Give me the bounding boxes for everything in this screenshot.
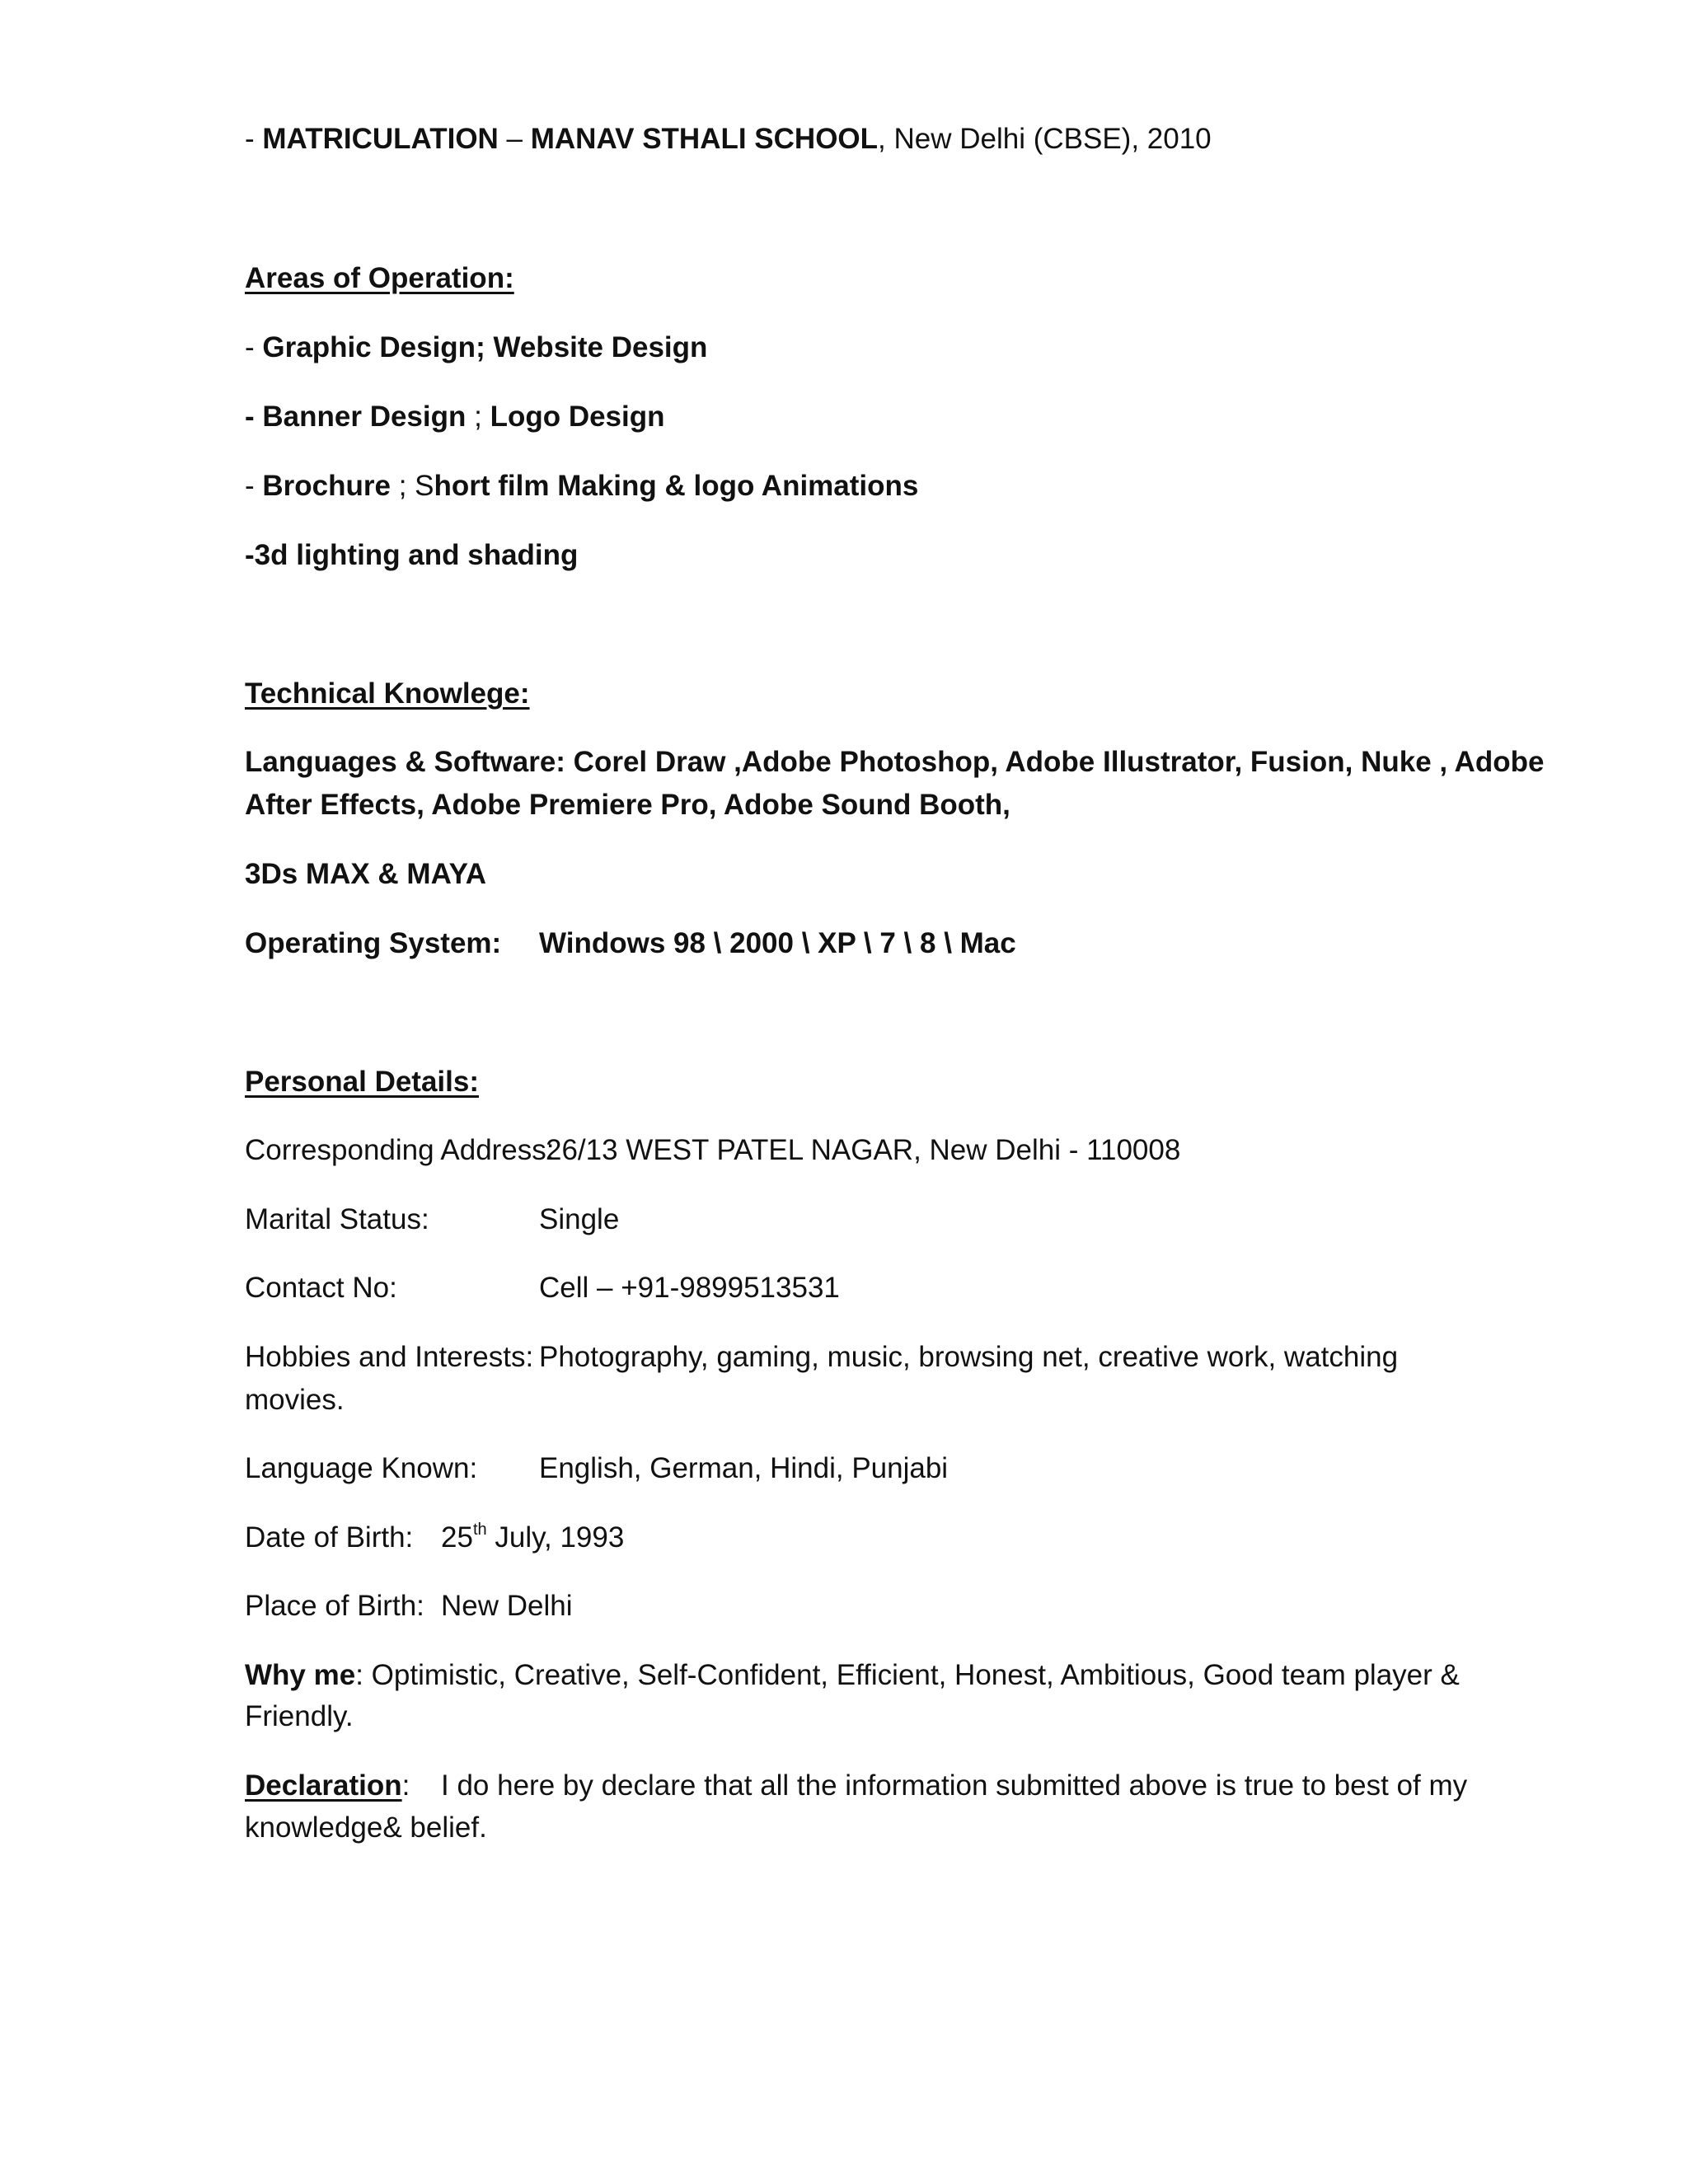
hobbies-label: Hobbies and Interests: — [245, 1341, 534, 1373]
technical-3d-line: 3Ds MAX & MAYA — [245, 858, 487, 890]
dob-suffix: th — [472, 1521, 487, 1540]
os-label: Operating System: — [245, 927, 502, 959]
technical-languages-line-1: Languages & Software: Corel Draw ,Adobe Photoshop, Adobe Illustrator, Fusion, Nuke , Adobe — [245, 746, 1545, 778]
areas-item-3-prefix: - — [245, 470, 263, 502]
pob-row — [245, 1586, 573, 1627]
language-value: English, German, Hindi, Punjabi — [539, 1452, 949, 1484]
pob-value: New Delhi — [441, 1590, 573, 1622]
education-prefix: - — [245, 123, 263, 155]
contact-label: Contact No: — [245, 1272, 397, 1304]
education-level: MATRICULATION — [262, 123, 499, 155]
contact-value: Cell – +91-9899513531 — [539, 1272, 840, 1304]
areas-item-3-sep: ; S — [390, 470, 434, 502]
areas-item-3 — [245, 466, 918, 507]
language-row — [245, 1448, 949, 1489]
dob-label: Date of Birth: — [245, 1521, 414, 1554]
education-dash: – — [498, 123, 531, 155]
marital-label: Marital Status: — [245, 1203, 429, 1235]
dob-value — [441, 1517, 624, 1558]
whyme-label: Why me — [245, 1659, 356, 1691]
address-row — [245, 1130, 1181, 1171]
education-line — [245, 119, 1212, 160]
dob-rest: July, 1993 — [486, 1521, 625, 1554]
contact-row — [245, 1268, 840, 1309]
areas-item-1 — [245, 327, 707, 368]
hobbies-value-line-2: movies. — [245, 1384, 345, 1416]
declaration-label: Declaration — [245, 1769, 402, 1802]
dob-day: 25 — [441, 1521, 473, 1554]
areas-item-3-a: Brochure — [262, 470, 391, 502]
pob-label: Place of Birth: — [245, 1590, 424, 1622]
declaration-row — [245, 1765, 1468, 1807]
technical-languages-line-2: After Effects, Adobe Premiere Pro, Adobe Sound Booth, — [245, 789, 1010, 821]
technical-os-row — [245, 923, 1016, 964]
declaration-text-line-2: knowledge& belief. — [245, 1811, 487, 1844]
areas-item-2-a: - Banner Design — [245, 401, 467, 433]
areas-item-4: -3d lighting and shading — [245, 539, 579, 571]
areas-item-1-text: Graphic Design; Website Design — [262, 331, 708, 363]
hobbies-row — [245, 1337, 1399, 1378]
education-rest: , New Delhi (CBSE), 2010 — [878, 123, 1212, 155]
os-value: Windows 98 \ 2000 \ XP \ 7 \ 8 \ Mac — [539, 927, 1016, 959]
marital-row — [245, 1199, 620, 1240]
hobbies-value: Photography, gaming, music, browsing net, creative work, watching — [539, 1341, 1399, 1373]
technical-heading: Technical Knowlege: — [245, 677, 530, 710]
areas-item-2-sep: ; — [466, 401, 490, 433]
areas-item-1-prefix: - — [245, 331, 263, 363]
whyme-text-line-2: Friendly. — [245, 1700, 354, 1732]
personal-heading: Personal Details: — [245, 1066, 479, 1098]
areas-item-2-b: Logo Design — [490, 401, 665, 433]
whyme-row — [245, 1655, 1460, 1696]
address-value: 26/13 WEST PATEL NAGAR, New Delhi - 110008 — [546, 1134, 1181, 1166]
dob-row — [245, 1517, 625, 1558]
address-label: Corresponding Address: — [245, 1134, 555, 1166]
language-label: Language Known: — [245, 1452, 478, 1484]
education-school: MANAV STHALI SCHOOL — [530, 123, 879, 155]
areas-item-3-b: hort film Making & logo Animations — [434, 470, 919, 502]
areas-item-2 — [245, 396, 665, 438]
areas-heading: Areas of Operation: — [245, 262, 514, 294]
whyme-text: : Optimistic, Creative, Self-Confident, Efficient, Honest, Ambitious, Good team player & — [355, 1659, 1460, 1691]
declaration-colon: : — [401, 1769, 410, 1802]
marital-value: Single — [539, 1203, 620, 1235]
declaration-text: I do here by declare that all the information submitted above is true to best of my — [441, 1769, 1468, 1802]
